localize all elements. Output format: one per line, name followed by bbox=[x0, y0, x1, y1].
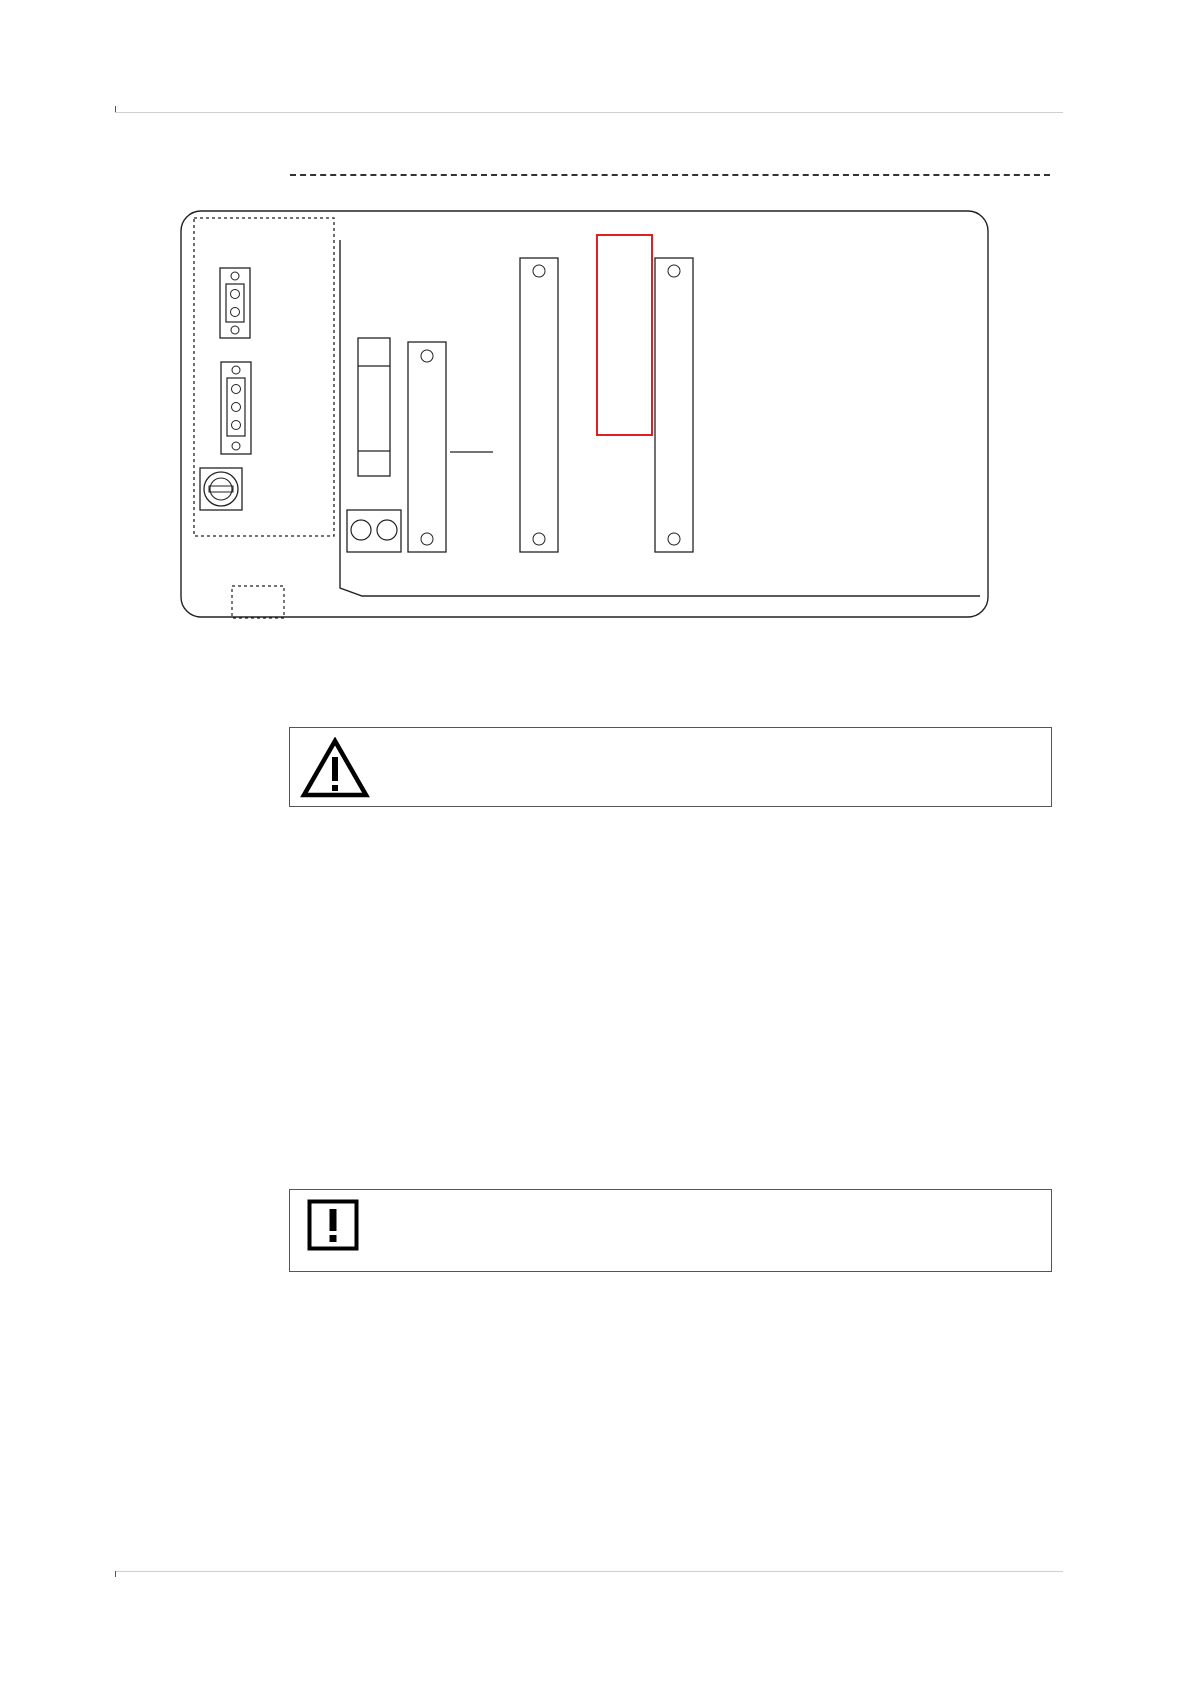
header-tick bbox=[115, 106, 116, 112]
footer-rule bbox=[115, 1571, 1063, 1572]
term-highlight-box bbox=[597, 235, 652, 435]
option-box bbox=[232, 586, 284, 618]
p2-connector bbox=[408, 342, 446, 552]
p3-connector bbox=[520, 258, 558, 552]
j2-connector bbox=[221, 362, 251, 454]
j1-connector bbox=[220, 268, 250, 338]
power-supply-box bbox=[194, 218, 334, 536]
warning-notice bbox=[289, 727, 1052, 807]
exclamation-box-icon bbox=[307, 1199, 359, 1251]
f2-fuse-holder-icon bbox=[200, 468, 242, 510]
f1-fuse-icon bbox=[358, 338, 390, 476]
important-notice bbox=[289, 1189, 1052, 1272]
p4p9-connector bbox=[655, 258, 693, 552]
wiring-diagram bbox=[180, 210, 990, 620]
header-rule bbox=[115, 112, 1063, 113]
mainboard-baseline bbox=[340, 240, 980, 596]
p1-connector bbox=[347, 510, 401, 552]
warning-triangle-icon bbox=[300, 737, 370, 799]
footer-tick bbox=[115, 1571, 116, 1577]
section-dashed-rule bbox=[290, 174, 1050, 176]
diagram-frame bbox=[181, 211, 988, 617]
